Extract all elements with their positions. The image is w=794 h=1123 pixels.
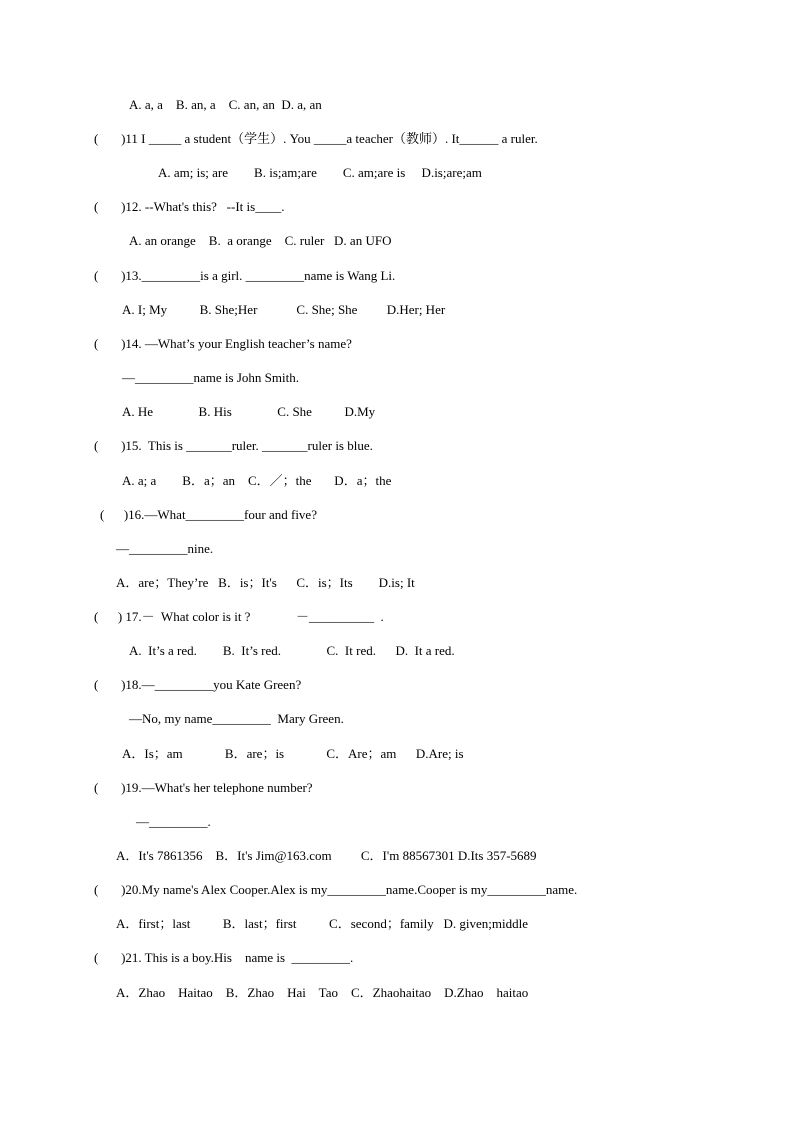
q11-options: A. am; is; are B. is;am;are C. am;are is D.is;are;am xyxy=(158,165,482,180)
q15-options: A. a; a B．a；an C．／；the D．a；the xyxy=(122,473,392,488)
q20-options: A．first；last B．last；first C．second；family D. given;middle xyxy=(116,916,528,931)
question-12: ( )12. --What's this? --It is____. xyxy=(94,199,285,214)
question-18: ( )18.—_________you Kate Green? xyxy=(94,677,302,692)
question-13: ( )13._________is a girl. _________name is Wang Li. xyxy=(94,268,396,283)
q19-answer-line: —_________. xyxy=(136,814,211,829)
question-14: ( )14. —What’s your English teacher’s name? xyxy=(94,336,352,351)
question-15: ( )15. This is _______ruler. _______ruler is blue. xyxy=(94,438,373,453)
q14-options: A. He B. His C. She D.My xyxy=(122,404,376,419)
question-11: ( )11 I _____ a student（学生）. You _____a teacher（教师）. It______ a ruler. xyxy=(94,131,538,146)
question-21: ( )21. This is a boy.His name is _________. xyxy=(94,950,354,965)
question-16: ( )16.—What_________four and five? xyxy=(100,507,317,522)
q16-options: A．are；They’re B．is；It's C．is；Its D.is; It xyxy=(116,575,415,590)
q21-options: A．Zhao Haitao B．Zhao Hai Tao C．Zhaohaitao D.Zhao haitao xyxy=(116,985,529,1000)
q18-answer-line: —No, my name_________ Mary Green. xyxy=(129,711,344,726)
q12-options: A. an orange B. a orange C. ruler D. an UFO xyxy=(129,233,392,248)
q16-answer-line: —_________nine. xyxy=(116,541,214,556)
q19-options: A．It's 7861356 B．It's Jim@163.com C．I'm 88567301 D.Its 357-5689 xyxy=(116,848,537,863)
question-20: ( )20.My name's Alex Cooper.Alex is my_________name.Cooper is my_________name. xyxy=(94,882,578,897)
q13-options: A. I; My B. She;Her C. She; She D.Her; Her xyxy=(122,302,446,317)
q10-options: A. a, a B. an, a C. an, an D. a, an xyxy=(129,97,322,112)
q14-answer-line: —_________name is John Smith. xyxy=(122,370,299,385)
q17-options: A. It’s a red. B. It’s red. C. It red. D. It a red. xyxy=(129,643,455,658)
question-17: ( ) 17.－ What color is it ? －__________ . xyxy=(94,609,384,624)
question-19: ( )19.—What's her telephone number? xyxy=(94,780,313,795)
q18-options: A．Is；am B．are；is C．Are；am D.Are; is xyxy=(122,746,464,761)
